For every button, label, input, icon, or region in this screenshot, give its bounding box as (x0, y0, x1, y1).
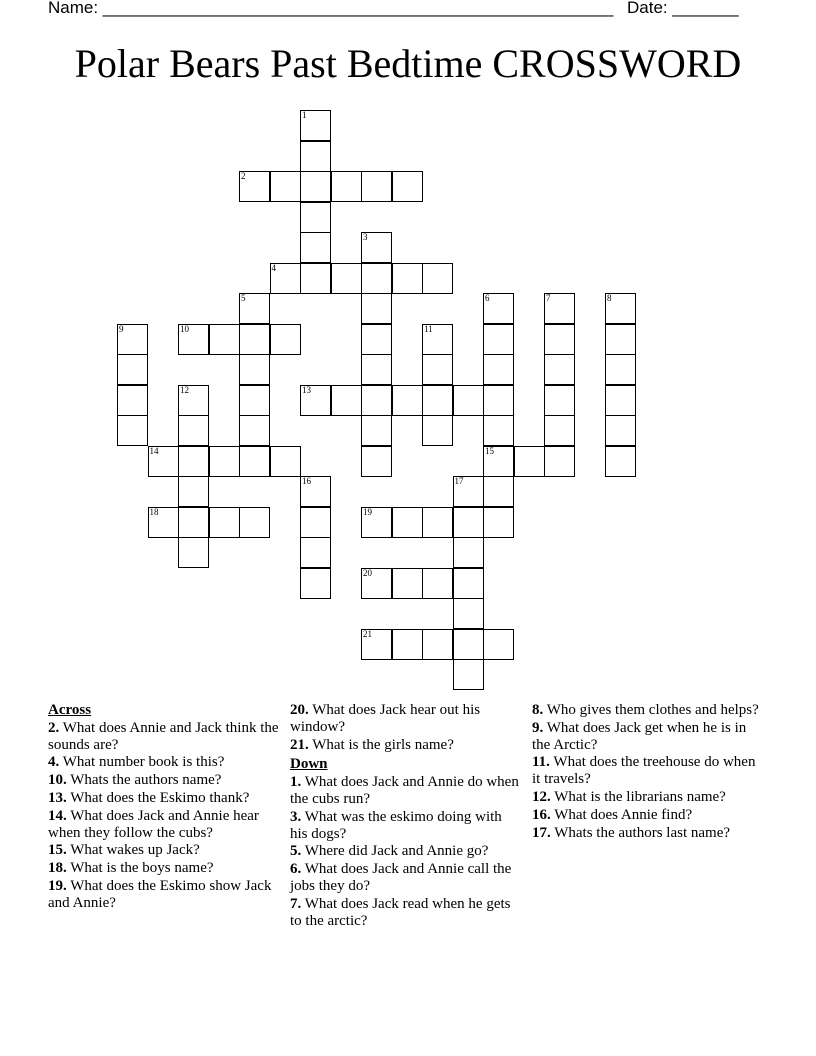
grid-cell[interactable] (422, 263, 453, 294)
clue-number: 7. (290, 895, 302, 912)
clue-number: 16. (532, 806, 551, 823)
grid-cell[interactable] (392, 568, 423, 599)
grid-cell[interactable] (361, 263, 392, 294)
grid-cell[interactable] (209, 324, 240, 355)
clue-down-12 (532, 789, 764, 806)
clue-number: 13. (48, 789, 67, 806)
grid-cell[interactable] (209, 507, 240, 538)
grid-cell[interactable] (605, 324, 636, 355)
clue-number: 19. (48, 877, 67, 894)
grid-cell[interactable] (361, 568, 392, 599)
cell-number: 9 (119, 323, 124, 334)
grid-cell[interactable] (178, 415, 209, 446)
clue-text: What is the librarians name? (554, 788, 726, 805)
grid-cell[interactable] (331, 263, 362, 294)
clue-text: What is the boys name? (70, 860, 214, 877)
grid-cell[interactable] (117, 354, 148, 385)
grid-cell[interactable] (422, 324, 453, 355)
grid-cell[interactable] (483, 476, 514, 507)
cell-number: 7 (546, 293, 551, 303)
grid-cell[interactable] (117, 385, 148, 416)
grid-cell[interactable] (544, 385, 575, 416)
clue-text: What does the Eskimo show Jack and Annie? (48, 877, 272, 911)
clue-number: 9. (532, 719, 544, 736)
clue-text: What is the girls name? (312, 736, 454, 753)
clue-across-20 (290, 702, 522, 736)
grid-cell[interactable] (361, 354, 392, 385)
cell-number: 5 (241, 293, 246, 303)
grid-cell[interactable] (361, 232, 392, 263)
cell-number: 8 (607, 293, 612, 303)
grid-cell[interactable] (392, 385, 423, 416)
name-field: Name: ______________________________________________________ (48, 0, 614, 17)
grid-cell[interactable] (422, 629, 453, 660)
clue-number: 20. (290, 702, 309, 718)
grid-cell[interactable] (331, 171, 362, 202)
grid-cell[interactable] (483, 446, 514, 477)
clue-text: What does Annie find? (554, 806, 693, 823)
clue-down-7 (290, 896, 522, 930)
clue-text: What does Jack and Annie do when the cubs run? (290, 774, 519, 807)
grid-cell[interactable] (239, 415, 270, 446)
grid-cell[interactable] (483, 507, 514, 538)
grid-cell[interactable] (544, 293, 575, 324)
grid-cell[interactable] (117, 324, 148, 355)
grid-cell[interactable] (422, 507, 453, 538)
grid-cell[interactable] (300, 537, 331, 568)
clue-number: 8. (532, 702, 544, 718)
clue-number: 11. (532, 754, 550, 771)
cell-number: 15 (485, 445, 494, 456)
clue-across-18 (48, 860, 280, 877)
date-field: Date: _______ (627, 0, 739, 17)
grid-cell[interactable] (300, 476, 331, 507)
clue-down-5 (290, 843, 522, 860)
grid-cell[interactable] (239, 446, 270, 477)
clue-across-2 (48, 720, 280, 754)
grid-cell[interactable] (178, 324, 209, 355)
cell-number: 17 (454, 476, 464, 486)
grid-cell[interactable] (544, 446, 575, 477)
clue-text: Whats the authors name? (70, 772, 222, 789)
grid-cell[interactable] (453, 568, 484, 599)
grid-cell[interactable] (544, 354, 575, 385)
clue-text: What does Jack and Annie call the jobs they do? (290, 861, 512, 894)
across-heading: Across (48, 702, 92, 718)
grid-cell[interactable] (544, 324, 575, 355)
grid-cell[interactable] (422, 568, 453, 599)
grid-cell[interactable] (392, 507, 423, 538)
clue-number: 15. (48, 842, 67, 859)
grid-cell[interactable] (148, 446, 179, 477)
clue-text: Where did Jack and Annie go? (304, 843, 489, 860)
clue-text: What does the treehouse do when it travels? (532, 754, 756, 788)
grid-cell[interactable] (605, 415, 636, 446)
grid-cell[interactable] (422, 385, 453, 416)
clue-number: 2. (48, 719, 60, 736)
grid-cell[interactable] (178, 385, 209, 416)
grid-cell[interactable] (300, 110, 331, 141)
grid-cell[interactable] (392, 171, 423, 202)
cell-number: 19 (363, 506, 372, 517)
clue-number: 14. (48, 807, 67, 824)
grid-cell[interactable] (483, 385, 514, 416)
grid-cell[interactable] (178, 537, 209, 568)
cell-number: 12 (180, 384, 189, 395)
cell-number: 6 (485, 293, 490, 303)
clue-number: 10. (48, 772, 67, 789)
clue-down-16 (532, 807, 764, 824)
cell-number: 21 (363, 628, 372, 639)
cell-number: 18 (149, 506, 159, 517)
grid-cell[interactable] (300, 507, 331, 538)
grid-cell[interactable] (361, 324, 392, 355)
grid-cell[interactable] (392, 263, 423, 294)
clue-number: 6. (290, 861, 302, 878)
grid-cell[interactable] (239, 324, 270, 355)
clue-down-1 (290, 774, 522, 808)
clue-down-3 (290, 809, 522, 843)
grid-cell[interactable] (178, 507, 209, 538)
grid-cell[interactable] (483, 629, 514, 660)
clues-column-3 (532, 702, 764, 841)
grid-cell[interactable] (483, 354, 514, 385)
clue-across-4 (48, 754, 280, 771)
grid-cell[interactable] (239, 385, 270, 416)
clue-text: What was the eskimo doing with his dogs? (290, 808, 502, 842)
clue-down-9 (532, 720, 764, 754)
cell-number: 1 (302, 110, 307, 120)
grid-cell[interactable] (300, 232, 331, 263)
grid-cell[interactable] (239, 354, 270, 385)
grid-cell[interactable] (331, 385, 362, 416)
grid-cell[interactable] (453, 629, 484, 660)
grid-cell[interactable] (483, 415, 514, 446)
clue-text: What wakes up Jack? (70, 842, 200, 859)
grid-cell[interactable] (300, 385, 331, 416)
grid-cell[interactable] (453, 476, 484, 507)
clue-text: What does Jack and Annie hear when they follow the cubs? (48, 807, 259, 841)
clue-text: What does Annie and Jack think the sounds are? (48, 719, 279, 753)
grid-cell[interactable] (422, 415, 453, 446)
cell-number: 13 (302, 384, 311, 395)
clue-across-19 (48, 878, 280, 912)
clue-across-10 (48, 772, 280, 789)
clue-across-15 (48, 842, 280, 859)
grid-cell[interactable] (239, 293, 270, 324)
clue-number: 17. (532, 824, 551, 841)
grid-cell[interactable] (361, 385, 392, 416)
grid-cell[interactable] (544, 415, 575, 446)
grid-cell[interactable] (178, 476, 209, 507)
clue-number: 21. (290, 736, 309, 753)
grid-cell[interactable] (300, 263, 331, 294)
grid-cell[interactable] (361, 171, 392, 202)
grid-cell[interactable] (239, 171, 270, 202)
clue-down-11 (532, 754, 764, 788)
clues-column-2 (290, 702, 522, 929)
clue-text: What does Jack read when he gets to the arctic? (290, 895, 511, 929)
cell-number: 10 (180, 323, 189, 334)
grid-cell[interactable] (483, 293, 514, 324)
clue-text: What does Jack get when he is in the Arctic? (532, 719, 747, 753)
clue-down-6 (290, 861, 522, 895)
grid-cell[interactable] (178, 446, 209, 477)
grid-cell[interactable] (209, 446, 240, 477)
grid-cell[interactable] (514, 446, 545, 477)
grid-cell[interactable] (270, 263, 301, 294)
grid-cell[interactable] (453, 537, 484, 568)
grid-cell[interactable] (361, 415, 392, 446)
grid-cell[interactable] (453, 385, 484, 416)
page-title: Polar Bears Past Bedtime CROSSWORD (74, 41, 742, 86)
clue-number: 12. (532, 788, 551, 805)
clue-text: What number book is this? (62, 754, 225, 771)
grid-cell[interactable] (361, 446, 392, 477)
grid-cell[interactable] (300, 568, 331, 599)
grid-cell[interactable] (605, 385, 636, 416)
cell-number: 20 (363, 567, 372, 578)
grid-cell[interactable] (270, 446, 301, 477)
clue-across-13 (48, 790, 280, 807)
grid-cell[interactable] (605, 293, 636, 324)
clue-down-17 (532, 825, 764, 842)
grid-cell[interactable] (300, 141, 331, 172)
cell-number: 2 (241, 171, 246, 181)
grid-cell[interactable] (453, 659, 484, 690)
grid-cell[interactable] (361, 293, 392, 324)
cell-number: 4 (271, 262, 276, 273)
grid-cell[interactable] (300, 202, 331, 233)
grid-cell[interactable] (605, 354, 636, 385)
clue-number: 1. (290, 774, 302, 791)
clue-number: 18. (48, 860, 67, 877)
cell-number: 11 (424, 323, 433, 334)
grid-cell[interactable] (392, 629, 423, 660)
clue-across-14 (48, 808, 280, 842)
clue-down-8 (532, 702, 764, 719)
clues-column-1 (48, 702, 280, 912)
grid-cell[interactable] (300, 171, 331, 202)
clue-text: Who gives them clothes and helps? (546, 702, 759, 718)
grid-cell[interactable] (422, 354, 453, 385)
clue-number: 3. (290, 808, 302, 825)
grid-cell[interactable] (270, 171, 301, 202)
cell-number: 3 (363, 232, 368, 242)
grid-cell[interactable] (605, 446, 636, 477)
grid-cell[interactable] (453, 598, 484, 629)
grid-cell[interactable] (483, 324, 514, 355)
clue-text: Whats the authors last name? (554, 824, 731, 841)
grid-cell[interactable] (270, 324, 301, 355)
grid-cell[interactable] (361, 629, 392, 660)
down-heading: Down (290, 756, 328, 773)
grid-cell[interactable] (453, 507, 484, 538)
cell-number: 14 (149, 445, 159, 456)
grid-cell[interactable] (239, 507, 270, 538)
clue-text: What does the Eskimo thank? (70, 789, 250, 806)
clue-number: 5. (290, 843, 302, 860)
grid-cell[interactable] (148, 507, 179, 538)
grid-cell[interactable] (117, 415, 148, 446)
grid-cell[interactable] (361, 507, 392, 538)
clue-text: What does Jack hear out his window? (290, 702, 481, 735)
clue-number: 4. (48, 754, 60, 771)
cell-number: 16 (302, 476, 311, 486)
clue-across-21 (290, 737, 522, 754)
